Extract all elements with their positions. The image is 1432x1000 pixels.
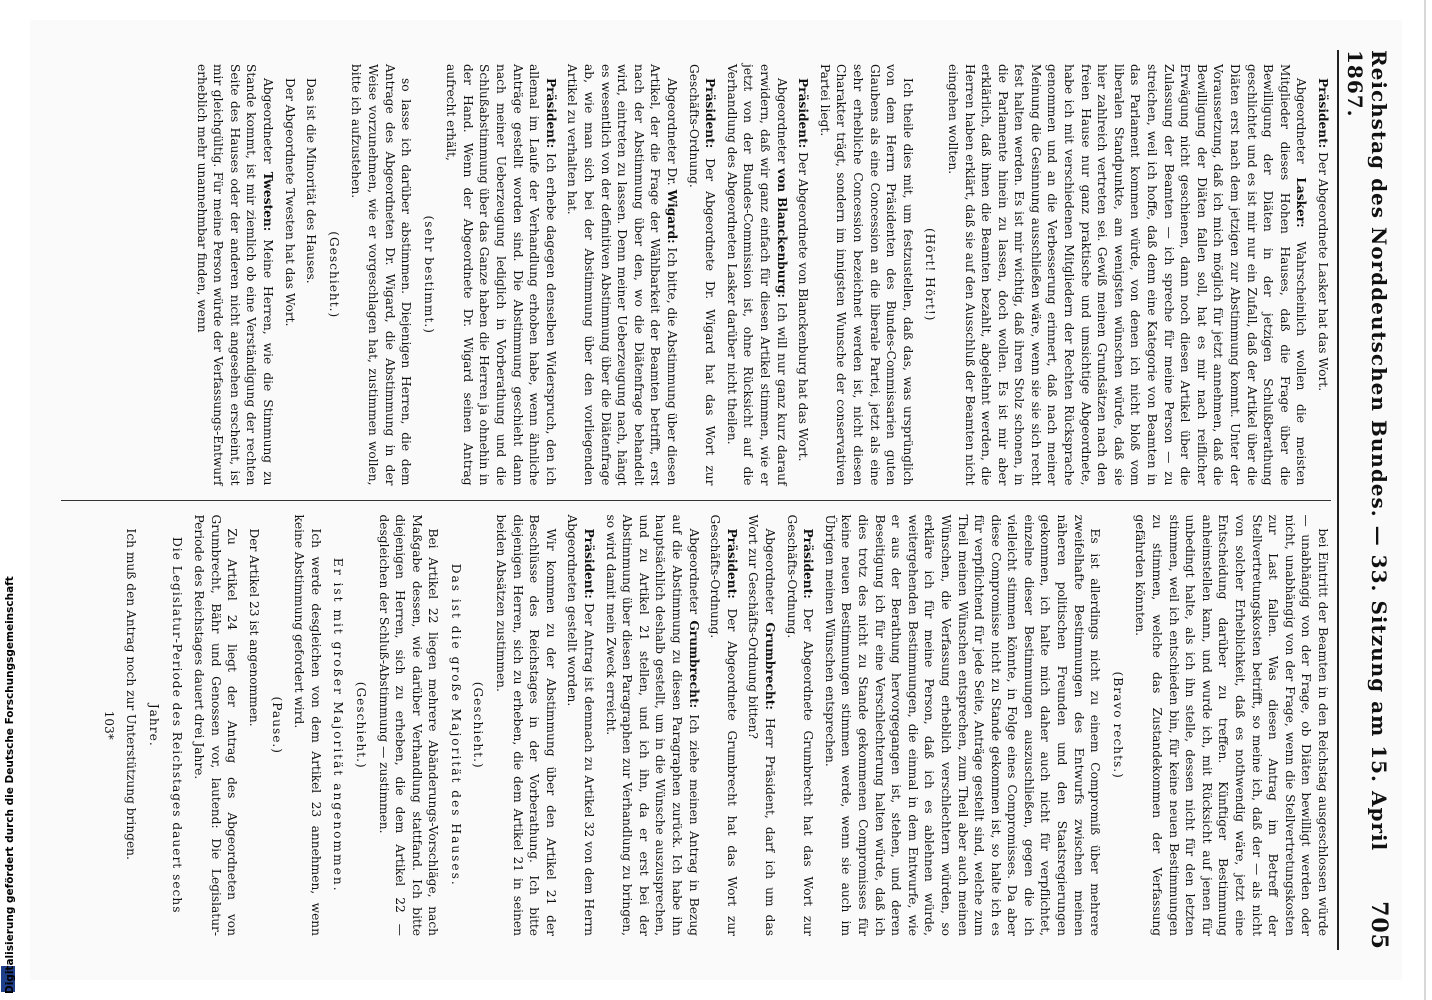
scanned-page [30,20,1402,980]
paragraph: Ich werde desgleichen von dem Artikel 23 annehmen, wenn keine Abstimmung gefordert wird. [292,514,323,936]
interjection: (Pause.) [269,696,284,755]
interjection: (sehr bestimmt.) [421,215,436,334]
speaker: Lasker: [1294,177,1309,228]
paragraph: Abgeordneter Dr. Wigard: Ich bitte, die Abstimmung über diesen Artikel, der die Frage der Wählbarkeit der Beamten betrifft, erst nach der Abstimmung über den, wo die Diätenfrage behandelt wird, eintreten zu lassen. Denn meiner Ueberzeugung nach, hängt es wesentlich von der definitiven Abstimmung über die Diätenfrage ab, wie man sich bei der Abstimmung über den vorliegenden Artikel zu verhalten hat. [565,64,680,486]
paragraph: Das ist die Minorität des Hauses. [304,78,319,284]
quoted-motion-end: Jahre. [147,703,161,747]
signature-mark: 103* [101,710,116,740]
interjection: (Bravo rechts.) [1110,671,1125,779]
paragraph: Präsident: Ich erhebe dagegen denselben Widerspruch, den ich allemal im Laufe der Verhandlung erhoben habe, wenn ähnliche Anträge gestellt worden sind. Die Abstimmung geschieht dann nach meiner Ueberzeugung lediglich in Vorberathung und die Schlußabstimmung über das Ganze haben die Herren ja ohnehin in der Hand. Wenn der Abgeordnete Dr. Wigard seinen Antrag aufrecht erhält, [444,64,558,486]
paragraph: Präsident: Der Abgeordnete Grumbrecht hat das Wort zur Geschäfts-Ordnung. [784,514,816,936]
speaker: Präsident: [796,78,811,149]
paragraph: so lasse ich darüber abstimmen. Diejenigen Herren, die dem Antrage des Abgeordneten Dr. Wigard, die Abstimmung in der Weise vorzunehmen, wie er vorgeschlagen hat, zustimmen wollen, bitte ich aufzustehen. [349,64,414,486]
interjection: (Geschieht.) [471,681,486,769]
paragraph: Der Artikel 23 ist angenommen. [246,528,261,727]
interjection: (Geschieht.) [326,231,341,319]
scan-edge [1424,0,1426,1000]
speaker: Präsident: [582,528,597,599]
speaker: Präsident: [703,78,718,149]
paragraph: Zu Artikel 24 liegt der Antrag des Abgeordneten von Grumbrecht, Bähr und Genossen vor, lautend: Die Legislatur-Periode des Reichstages dauert drei Jahre. [192,514,240,936]
paragraph: Abgeordneter von Blanckenburg: Ich will nur ganz kurz darauf erwidern, daß wir ganz einfach für diesen Artikel stimmen, wie er jetzt von der Bundes-Commission ist, ohne Rücksicht auf die Verhandlung des Abgeordneten Lasker darüber nicht theilen. [724,64,789,486]
page-title: Reichstag des Norddeutschen Bundes. — 33. Sitzung am 15. April 1867. [1343,50,1391,852]
paragraph: Präsident: Der Abgeordnete Dr. Wigard hat das Wort zur Geschäfts-Ordnung. [686,64,718,486]
speaker: von Blanckenburg: [774,168,789,299]
result-line: Er ist mit großer Majorität angenommen. [331,557,346,893]
paragraph: Präsident: Der Abgeordnete Grumbrecht hat das Wort zur Geschäfts-Ordnung. [708,514,739,936]
speaker: Grumbrecht: [763,622,777,710]
paragraph: Präsident: Der Abgeordnete Lasker hat das Wort. [1316,78,1330,392]
speaker: Wigard: [665,189,680,244]
paragraph: Ich muß den Antrag noch zur Unterstützung bringen. [124,528,139,860]
paragraph: Abgeordneter Grumbrecht: Herr Präsident, darf ich um das Wort zur Geschäfts-Ordnung bitten? [746,514,777,936]
interjection: (Geschieht.) [353,681,368,769]
paragraph: Ich theile dies mit, um festzustellen, daß das, was ursprünglich von dem Herrn Präsidenten des Bundes-Commissarien guten Glaubens als eine Concession an die liberale Partei, jetzt als eine sehr erhebliche Concession bezeichnet werden ist, nicht diesen Charakter trägt, sondern im innigsten Wunsche der conservativen Partei liegt. [817,64,915,486]
column-right [61,50,1331,500]
column-left [61,500,1331,951]
page-number: 705 [1366,901,1392,950]
paragraph: Präsident: Der Abgeordnete von Blanckenburg hat das Wort. [796,78,811,462]
paragraph: Abgeordneter Grumbrecht: Ich ziehe meinen Antrag in Bezug auf die Abstimmung zu diesen Paragraphen zurück. Ich habe ihn hauptsächlich deshalb gestellt, um in die Wünsche auszusprechen, und zu Artikel 21 stellen, und ich ihn, da er erst bei der Abstimmung über diesen Paragraphen zur Verhandlung zu bringen, so wird damit mein Zweck erreicht. [603,514,701,936]
speaker: Präsident: [724,528,739,599]
page-header [1337,50,1392,950]
speaker: Grumbrecht: [686,620,701,709]
speaker: Präsident: [801,528,816,599]
speaker: Präsident: [1316,78,1330,149]
paragraph: Abgeordneter Lasker: Wahrscheinlich wollen die meisten Mitglieder dieses Hohen Hauses, daß die Frage über die Bewilligung der Diäten in der jetzigen Schlußberathung geschlichtet und es ist mir nur ein Zufall, daß der Artikel über die Diäten erst nach dem jetzigen zur Abstimmung kommt. Unter der Voraussetzung, daß ich mich möglich für jetzt annehmen, daß die Bewilligung der Diäten fallen soll, hat es mir nach reiflicher Erwägung nicht geschienen, dann noch diesen Artikel über die Zulassung der Beamten — ich spreche für meine Person — zu streichen, weil ich hoffe, daß denn eine Kategorie von Beamten in das Parlament kommen würde, von denen ich nicht bloß vom liberalen Standpunkte, am wenigsten wünschen würde, daß sie hier zahlreich vertreten sei. Gewiß meinen Grundsätzen nach den freien Hause nur ganz praktische und umsichtige Abgeordnete, habe ich mit verschiedenen Mitgliedern der Rechten Rücksprache genommen und an die Verbesserung erinnert, daß nach meiner Meinung die Gesinnung ausschließen wäre, wenn sie sie sich recht fest halten werden. Es ist mir wichtig, daß ihren Stolz schonen, in die Parlamente hinein zu lassen, doch wollen. Es ist mir aber erklärlich, daß ihnen die Beamten bezahlt, abgelehnt werden, die Herren haben erklärt, daß sie auf den Ausschluß der Beamten nicht eingehen wollten. [945,64,1309,486]
paragraph: bei Eintritt der Beamten in den Reichstag ausgeschlossen würde — unabhängig von der Frage, ob Diäten bewilligt werden oder nicht, unabhängig von der Frage, wenn die Stellvertretungskosten zur Last fallen. Was diesen Antrag im Betreff der Stellvertretungskosten betrifft, so meine ich, daß der — als nicht von solcher Erheblichkeit, daß es nothwendig wäre, jetzt eine Entscheidung darüber zu treffen. Künftiger Bestimmung anheimstellen kann, und wurde ich, mit Rücksicht auf jenen für unbedingt halte, als ich ihn stelle, dessen nicht für den letzten stimmen, weil ich entschieden bin, für keine neuen Bestimmungen zu stimmen, welche das Zustandekommen der Verfassung gefährden könnten. [1133,514,1330,936]
paragraph: Es ist allerdings nicht zu einem Compromiß über mehrere zweifelhafte Bestimmungen des Entwurfs zwischen meinen näheren politischen Freunden und den Staatsregierungen gekommen, ich halte mich daher auch nicht für verpflichtet, einzelne dieser Bestimmungen auszuschließen, gegen die ich vielleicht stimmen könnte, in Folge eines Compromisses. Da aber diese Compromisse nicht zu Stande gekommen ist, so halte ich es für verpflichtend für jede Seite, Anträge gestellt sind, welche zum Theil meinen Wünschen entsprechen, zum Theil aber auch meinen Wünschen, die Verfassung erheblich verschlechtern würden, so erkläre ich für meine Person, daß ich es ablehnen würde, weitergehenden Bestimmungen, die einmal in dem Entwurfe, wie er aus der Berathung hervorgegangen ist, stehen, und deren Beseitigung ich für eine Verschlechterung halten würde, daß ich dies trotz des nicht zu Stande gekommenen Compromisses für keine neuen Bestimmungen stimmen werde, wenn sie auch im Übrigen meinen Wünschen entsprechen. [822,514,1103,936]
paragraph: Bei Artikel 22 liegen mehrere Abänderungs-Vorschläge, nach Maßgabe dessen, wie darüber Verhandlung stattfand. Ich bitte diejenigen Herren, sich zu erheben, die dem Artikel 22 — desgleichen der Schluß-Abstimmung — zustimmen. [376,514,441,936]
speaker: Twesten: [260,171,275,232]
quoted-motion: Die Legislatur-Periode des Reichstages dauert sechs [169,537,184,914]
paragraph: Wir kommen zu der Abstimmung über den Artikel 21 der Beschlüsse des Reichstages in der Vorberathung. Ich bitte diejenigen Herren, sich zu erheben, die dem Artikel 21 in seinen beiden Absätzen zustimmen. [494,514,558,936]
paragraph: Der Abgeordnete Twesten hat das Wort. [282,78,297,327]
result-line: Das ist die große Majorität des Hauses. [448,563,463,887]
digitization-credit: Digitalisierung gefördert durch die Deutsche Forschungsgemeinschaft [4,576,16,994]
interjection: (Hört! Hört!) [923,227,938,322]
paragraph: Präsident: Der Antrag ist demnach zu Artikel 32 von dem Herrn Abgeordneten gestellt worden. [565,514,597,936]
paragraph: Abgeordneter Twesten: Meine Herren, wie die Stimmung zu Stande kommt, ist mir ziemlich ob eine Verständigung der rechten Seite des Hauses oder der anderen nicht angesehen erscheint, ist mir gleichgültig. Für meine Person würde der Verfassungs-Entwurf erheblich mehr unannehmbar finden, wenn [194,64,275,486]
text-columns [61,50,1331,950]
speaker: Präsident: [543,78,558,149]
